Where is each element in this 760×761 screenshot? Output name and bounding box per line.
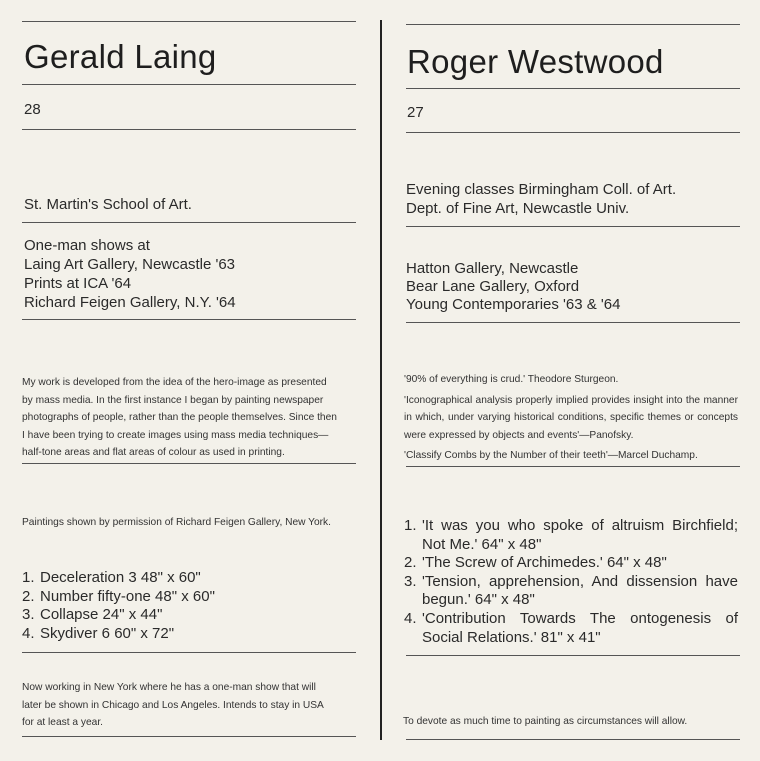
work-title: 'The Screw of Archimedes.' 64" x 48": [422, 554, 667, 572]
rule: [22, 736, 356, 737]
rule: [22, 222, 356, 223]
rule: [406, 24, 740, 25]
center-divider: [380, 20, 382, 740]
future-line: for at least a year.: [22, 717, 103, 728]
statement-line: photographs of people, rather than the people themselves. Since then: [22, 412, 337, 423]
work-number: 3.: [404, 572, 417, 590]
work-item: [22, 606, 356, 625]
catalogue-number: 28: [24, 101, 41, 118]
work-item: [22, 569, 356, 588]
exhibition-line: Laing Art Gallery, Newcastle '63: [24, 256, 236, 273]
rule: [406, 655, 740, 656]
catalogue-number: 27: [407, 104, 424, 121]
work-item: [404, 573, 738, 610]
exhibition-line: Prints at ICA '64: [24, 275, 132, 292]
work-item: [22, 625, 356, 644]
rule: [406, 132, 740, 133]
rule: [22, 463, 356, 464]
artist-name: Roger Westwood: [407, 43, 664, 80]
rule: [406, 88, 740, 89]
work-item: [404, 610, 738, 647]
work-title: 'Contribution Towards The ontogenesis of Social Relations.' 81" x 41": [422, 609, 738, 646]
works-list: [22, 569, 356, 643]
education-line: Dept. of Fine Art, Newcastle Univ.: [406, 200, 630, 217]
works-list: [404, 517, 738, 647]
work-item: [404, 554, 738, 573]
quote: 'Classify Combs by the Number of their teeth'—Marcel Duchamp.: [404, 450, 698, 461]
rule: [22, 319, 356, 320]
future-plans: To devote as much time to painting as circumstances will allow.: [403, 716, 688, 727]
quote: 'Iconographical analysis properly implied provides insight into the manner in which, under varying historical conditions, specific themes or concepts were expressed by objects and events'—Panofsky.: [404, 394, 738, 441]
rule: [22, 21, 356, 22]
exhibition-line: Hatton Gallery, Newcastle: [406, 260, 579, 277]
education: St. Martin's School of Art.: [24, 196, 192, 213]
work-title: 'Tension, apprehension, And dissension have begun.' 64" x 48": [422, 572, 738, 609]
work-number: 2.: [22, 587, 35, 605]
work-title: Collapse 24" x 44": [40, 606, 163, 624]
work-number: 1.: [22, 569, 35, 586]
artist-name: Gerald Laing: [24, 38, 217, 75]
work-title: 'It was you who spoke of altruism Birchfield; Not Me.' 64" x 48": [422, 517, 738, 553]
work-number: 3.: [22, 606, 35, 624]
rule: [22, 129, 356, 130]
exhibition-line: Richard Feigen Gallery, N.Y. '64: [24, 294, 236, 311]
work-number: 2.: [404, 554, 417, 572]
future-line: later be shown in Chicago and Los Angeles. Intends to stay in USA: [22, 699, 324, 711]
work-item: [404, 517, 738, 554]
exhibition-line: One-man shows at: [24, 237, 150, 254]
rule: [406, 466, 740, 467]
rule: [406, 226, 740, 227]
exhibition-line: Bear Lane Gallery, Oxford: [406, 278, 580, 295]
work-number: 4.: [404, 609, 417, 627]
work-number: 1.: [404, 517, 417, 534]
rule: [406, 739, 740, 740]
work-item: [22, 588, 356, 607]
statement-line: My work is developed from the idea of the hero-image as presented: [22, 377, 327, 388]
work-number: 4.: [22, 624, 35, 642]
quotations: [404, 371, 738, 465]
education-line: Evening classes Birmingham Coll. of Art.: [406, 181, 677, 198]
statement-line: half-tone areas and flat areas of colour as used in printing.: [22, 447, 285, 458]
exhibition-line: Young Contemporaries '63 & '64: [406, 296, 621, 313]
rule: [22, 84, 356, 85]
rule: [406, 322, 740, 323]
quote: '90% of everything is crud.' Theodore Sturgeon.: [404, 374, 619, 385]
work-title: Skydiver 6 60" x 72": [40, 624, 175, 642]
statement-line: by mass media. In the first instance I began by painting newspaper: [22, 394, 324, 406]
rule: [22, 652, 356, 653]
work-title: Number fifty-one 48" x 60": [40, 587, 215, 605]
work-title: Deceleration 3 48" x 60": [40, 569, 201, 586]
future-line: Now working in New York where he has a one-man show that will: [22, 682, 316, 693]
statement-line: I have been trying to create images using mass media techniques—: [22, 429, 329, 441]
permission-note: Paintings shown by permission of Richard Feigen Gallery, New York.: [22, 517, 331, 528]
